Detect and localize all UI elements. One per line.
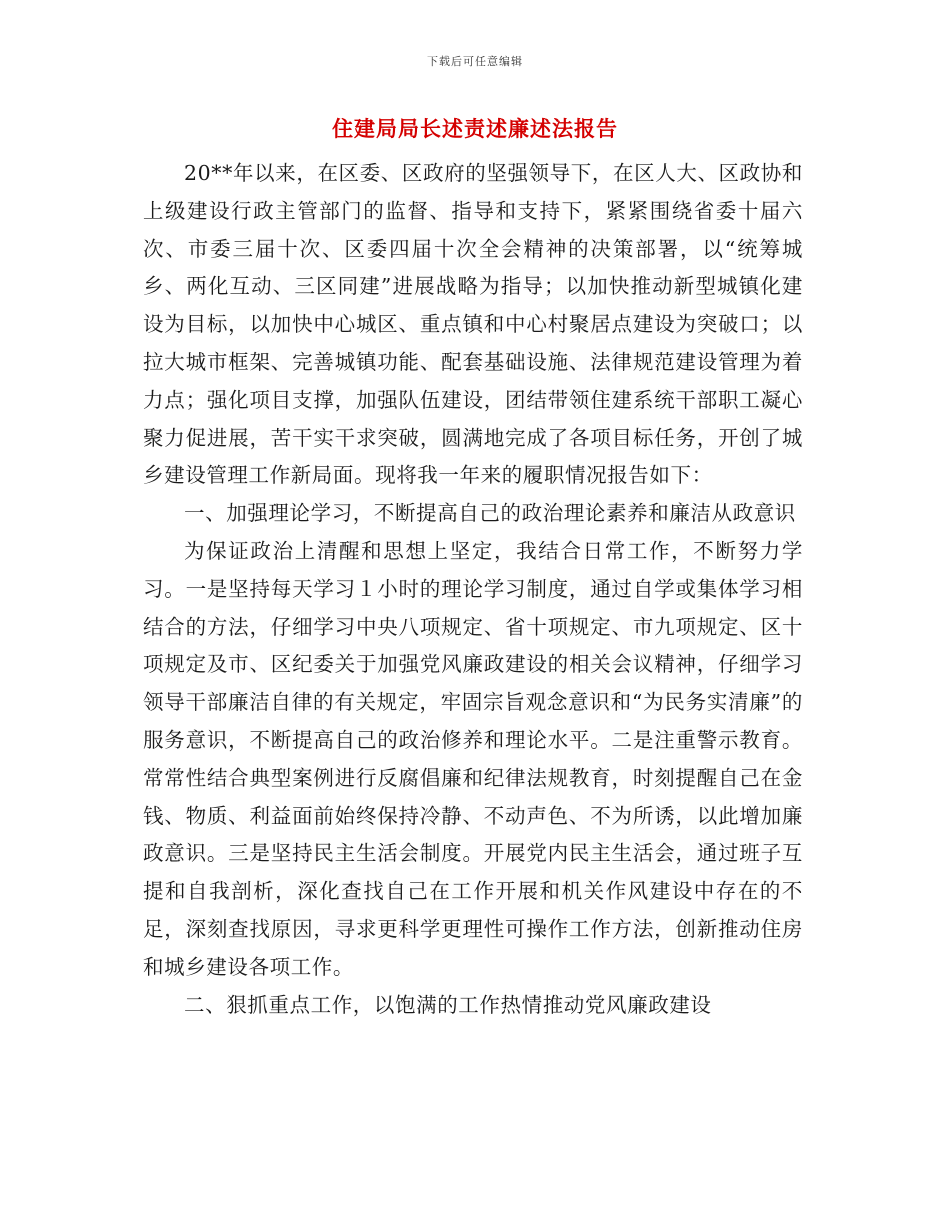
document-title: 住建局局长述责述廉述法报告: [332, 116, 618, 141]
paragraph-section-1: 为保证政治上清醒和思想上坚定，我结合日常工作，不断努力学习。一是坚持每天学习１小时的理论学习制度，通过自学或集体学习相结合的方法，仔细学习中央八项规定、省十项规定、市九项规定、区十项规定及市、区纪委关于加强党风廉政建设的相关会议精神，仔细学习领导干部廉洁自律的有关规定，牢固宗旨观念意识和“为民务实清廉”的服务意识，不断提高自己的政治修养和理论水平。二是注重警示教育。常常性结合典型案例进行反腐倡廉和纪律法规教育，时刻提醒自己在金钱、物质、利益面前始终保持冷静、不动声色、不为所诱，以此增加廉政意识。三是坚持民主生活会制度。开展党内民主生活会，通过班子互提和自我剖析，深化查找自己在工作开展和机关作风建设中存在的不足，深刻查找原因，寻求更科学更理性可操作工作方法，创新推动住房和城乡建设各项工作。: [143, 538, 803, 979]
page-header-note: 下载后可任意编辑: [427, 55, 523, 68]
paragraph-intro: 20**年以来，在区委、区政府的坚强领导下，在区人大、区政协和上级建设行政主管部门的监督、指导和支持下，紧紧围绕省委十届六次、市委三届十次、区委四届十次全会精神的决策部署，以“统筹城乡、两化互动、三区同建”进展战略为指导；以加快推动新型城镇化建设为目标，以加快中心城区、重点镇和中心村聚居点建设为突破口；以拉大城市框架、完善城镇功能、配套基础设施、法律规范建设管理为着力点；强化项目支撑，加强队伍建设，团结带领住建系统干部职工凝心聚力促进展，苦干实干求突破，圆满地完成了各项目标任务，开创了城乡建设管理工作新局面。现将我一年来的履职情况报告如下：: [143, 161, 803, 488]
section-heading-1: 一、加强理论学习，不断提高自己的政治理论素养和廉洁从政意识: [184, 501, 796, 526]
document-body: [143, 155, 803, 1024]
section-heading-2: 二、狠抓重点工作，以饱满的工作热情推动党风廉政建设: [184, 992, 712, 1017]
